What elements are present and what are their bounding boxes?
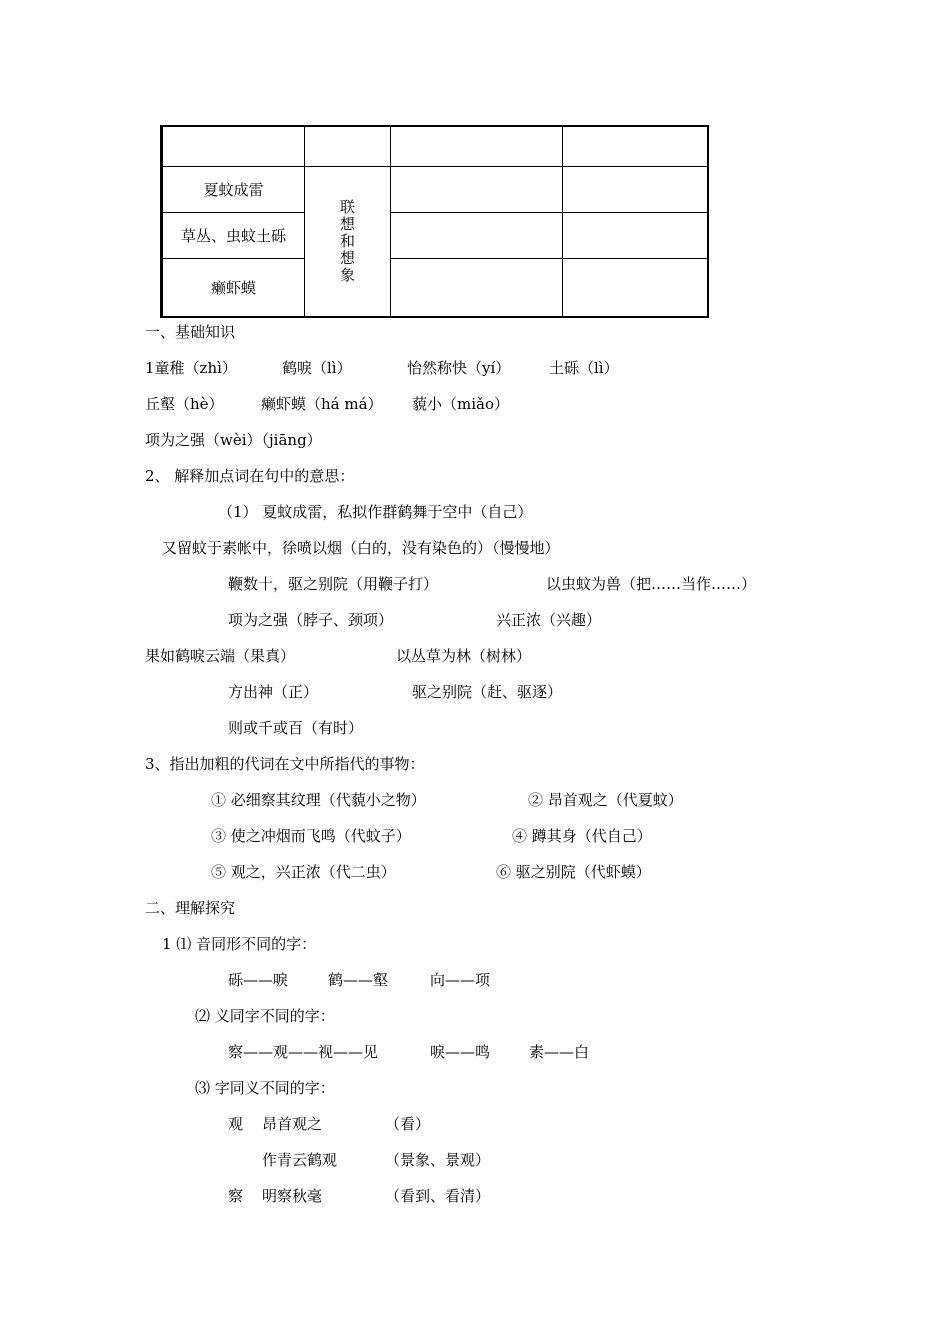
table-cell [391, 126, 563, 166]
explanation-item: 果如鹤唳云端（果真） [145, 647, 296, 665]
table-cell [391, 212, 563, 258]
question-title: 3、指出加粗的代词在文中所指代的事物： [145, 755, 425, 773]
section-heading: 二、理解探究 [145, 899, 236, 917]
polysemy-meaning: （看） [385, 1115, 431, 1133]
char-pair: 唳——鸣 [430, 1043, 491, 1061]
question-title: 2、 解释加点词在句中的意思： [145, 467, 355, 485]
summary-table [160, 125, 709, 318]
table-row [162, 258, 708, 317]
char-pair: 砾——唳 [228, 971, 289, 989]
pronoun-item: ④ 蹲其身（代自己） [512, 827, 652, 845]
pinyin-item: 丘壑（hè） [145, 395, 224, 413]
polysemy-meaning: （看到、看清） [385, 1187, 491, 1205]
char-pair: 察——观——视——见 [228, 1043, 379, 1061]
table-cell [305, 126, 391, 166]
polysemy-example: 昂首观之 [262, 1115, 323, 1133]
subsection-title: ⑵ 义同字不同的字： [195, 1007, 335, 1025]
table-row [162, 126, 708, 166]
pinyin-item: 怡然称快（yí） [407, 359, 511, 377]
pinyin-item: 土砾（lì） [549, 359, 619, 377]
explanation-item: 项为之强（脖子、颈项） [228, 611, 394, 629]
table-cell [391, 166, 563, 212]
subsection-title: 1 ⑴ 音同形不同的字： [162, 935, 317, 953]
table-cell [563, 258, 708, 317]
table-row [162, 212, 708, 258]
subsection-title: ⑶ 字同义不同的字： [195, 1079, 335, 1097]
polysemy-example: 明察秋毫 [262, 1187, 323, 1205]
pronoun-item: ① 必细察其纹理（代藐小之物） [211, 791, 426, 809]
table-cell [563, 166, 708, 212]
table-cell: 草丛、虫蚊土砾 [162, 212, 305, 258]
pinyin-item: 癞虾蟆（há má） [261, 395, 383, 413]
explanation-item: 鞭数十，驱之别院（用鞭子打） [228, 575, 439, 593]
char-pair: 素——白 [529, 1043, 590, 1061]
table-cell [391, 258, 563, 317]
explanation-item: 以虫蚊为兽（把……当作……） [546, 575, 757, 593]
explanation-item: 驱之别院（赶、驱逐） [412, 683, 563, 701]
table-merged-cell [305, 166, 391, 317]
pinyin-item: 项为之强（wèi）（jiāng） [145, 431, 322, 449]
explanation-item: 又留蚊于素帐中，徐喷以烟（白的，没有染色的）（慢慢地） [162, 539, 560, 557]
table-row [162, 166, 708, 212]
table-cell: 癞虾蟆 [162, 258, 305, 317]
pronoun-item: ⑥ 驱之别院（代虾蟆） [496, 863, 651, 881]
pinyin-item: 1童稚（zhì） [145, 359, 237, 377]
explanation-item: 兴正浓（兴趣） [496, 611, 602, 629]
table-cell [563, 212, 708, 258]
table-cell [162, 126, 305, 166]
explanation-item: （1） 夏蚊成雷，私拟作群鹤舞于空中（自己） [218, 503, 533, 521]
char-pair: 向——项 [430, 971, 491, 989]
char-pair: 鹤——壑 [328, 971, 389, 989]
table-cell: 夏蚊成雷 [162, 166, 305, 212]
pronoun-item: ② 昂首观之（代夏蚊） [528, 791, 683, 809]
pinyin-item: 鹤唳（lì） [282, 359, 352, 377]
section-heading: 一、基础知识 [145, 323, 236, 341]
table-cell [563, 126, 708, 166]
polysemy-meaning: （景象、景观） [385, 1151, 491, 1169]
merged-vertical-label: 联想和想象 [339, 197, 355, 284]
pronoun-item: ③ 使之冲烟而飞鸣（代蚊子） [211, 827, 411, 845]
pinyin-item: 藐小（miǎo） [412, 395, 509, 413]
pronoun-item: ⑤ 观之，兴正浓（代二虫） [211, 863, 396, 881]
polysemy-example: 作青云鹤观 [262, 1151, 338, 1169]
explanation-item: 则或千或百（有时） [228, 719, 364, 737]
polysemy-char: 观 [228, 1115, 244, 1133]
explanation-item: 以丛草为林（树林） [396, 647, 532, 665]
polysemy-char: 察 [228, 1187, 244, 1205]
explanation-item: 方出神（正） [228, 683, 319, 701]
